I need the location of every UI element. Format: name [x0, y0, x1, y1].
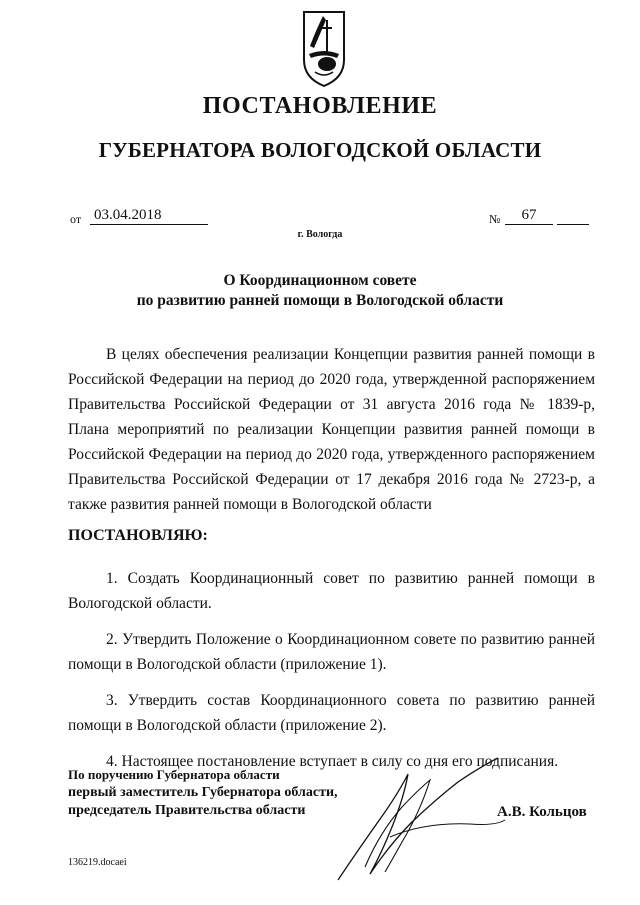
- decree-item-3: 3. Утвердить состав Координационного совета по развитию ранней помощи в Вологодской области (приложение 2).: [68, 692, 595, 734]
- document-subtitle: ГУБЕРНАТОРА ВОЛОГОДСКОЙ ОБЛАСТИ: [98, 138, 542, 162]
- decree-item-4: 4. Настоящее постановление вступает в силу со дня его подписания.: [106, 753, 559, 770]
- signatory-line-2: первый заместитель Губернатора области,: [68, 785, 338, 800]
- document-date: 03.04.2018: [90, 206, 208, 225]
- decree-heading: ПОСТАНОВЛЯЮ:: [68, 527, 208, 544]
- number-label: №: [489, 212, 501, 226]
- date-label: от: [70, 212, 82, 226]
- coat-of-arms-emblem: [301, 8, 347, 88]
- signer-name: А.В. Кольцов: [497, 804, 587, 820]
- subject-line-1: О Координационном совете: [223, 272, 417, 289]
- signatory-line-3: председатель Правительства области: [68, 803, 306, 818]
- file-reference: 136219.docaei: [68, 857, 127, 868]
- intro-paragraph: В целях обеспечения реализации Концепции развития ранней помощи в Российской Федерации на период до 2020 года, утвержденной распоряжением Правительства Российской Федерации от 31 августа 2016 года № 1839-р, Плана мероприятий по реализации Концепции развития ранней помощи в Российской Федерации на период до 2020 года, утвержденного распоряжением Правительства Российской Федерации от 17 декабря 2016 года № 2723-р, а также развития ранней помощи в Вологодской области: [68, 346, 595, 513]
- number-underline: [557, 224, 589, 225]
- subject-line-2: по развитию ранней помощи в Вологодской области: [136, 292, 504, 309]
- signatory-title: [68, 766, 368, 820]
- signatory-line-1: По поручению Губернатора области: [68, 767, 280, 782]
- decree-item-1: 1. Создать Координационный совет по развитию ранней помощи в Вологодской области.: [68, 570, 595, 612]
- decree-item-2: 2. Утвердить Положение о Координационном совете по развитию ранней помощи в Вологодской области (приложение 1).: [68, 631, 595, 673]
- city: г. Вологда: [297, 229, 343, 240]
- document-title: ПОСТАНОВЛЕНИЕ: [202, 93, 438, 119]
- document-number: 67: [505, 206, 553, 225]
- document-subject: [0, 271, 640, 311]
